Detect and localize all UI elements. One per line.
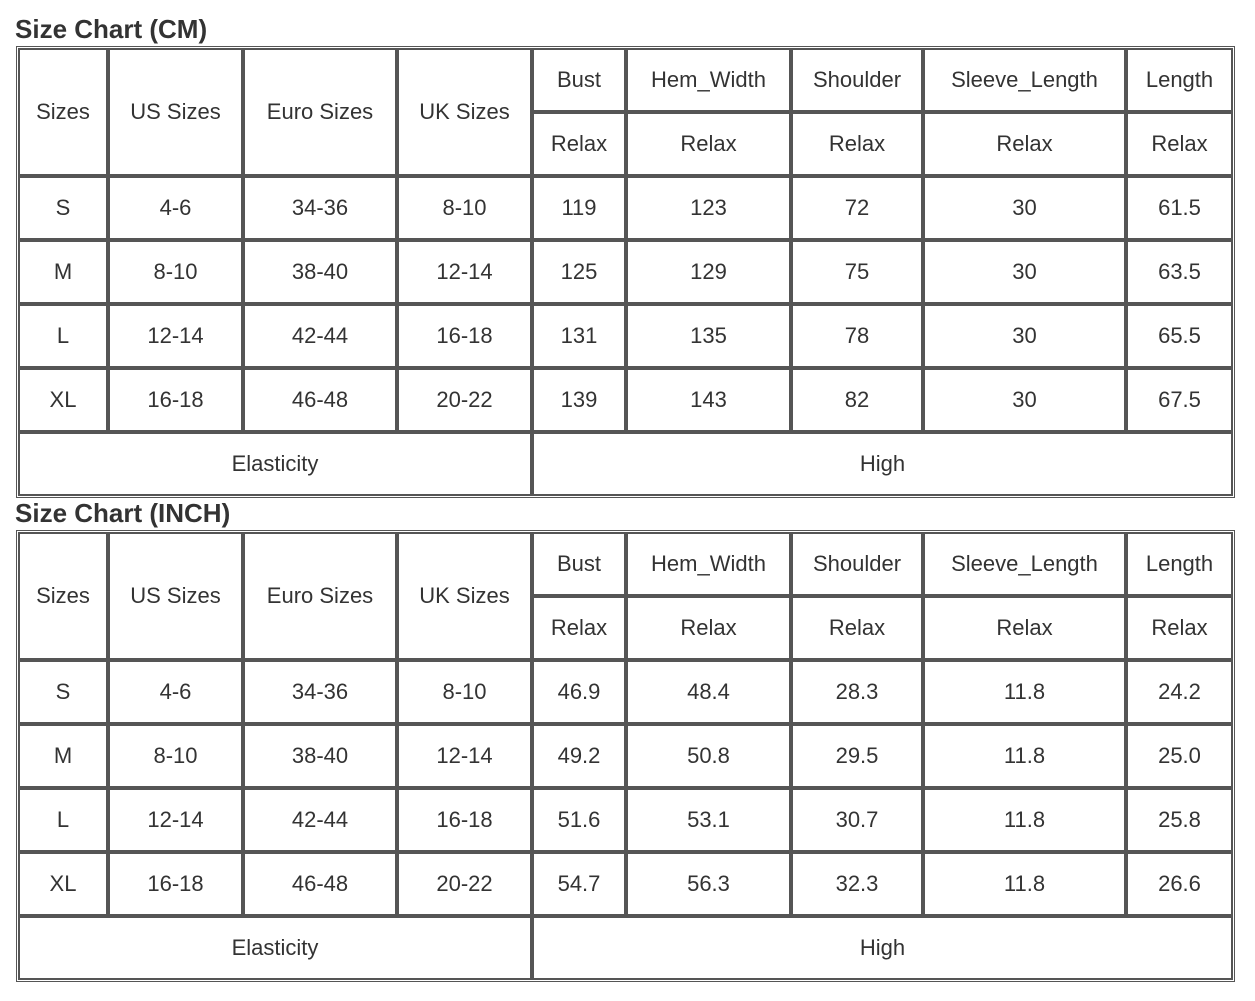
table-cell: 11.8: [924, 661, 1125, 723]
table-cell: 29.5: [792, 725, 922, 787]
table-cell: 8-10: [109, 725, 242, 787]
table-cell: 46-48: [244, 369, 396, 431]
table-cell: 30: [924, 177, 1125, 239]
table-cell: 4-6: [109, 177, 242, 239]
table-cell: 49.2: [533, 725, 625, 787]
table-cell: 53.1: [627, 789, 790, 851]
table-cell: M: [19, 241, 107, 303]
header-us-sizes: US Sizes: [109, 533, 242, 659]
table-row: [19, 177, 1232, 239]
table-cell: 28.3: [792, 661, 922, 723]
table-cell: 82: [792, 369, 922, 431]
table-cell: S: [19, 661, 107, 723]
table-cell: S: [19, 177, 107, 239]
elasticity-label: Elasticity: [19, 917, 531, 979]
subheader-relax: Relax: [792, 597, 922, 659]
table-cell: 125: [533, 241, 625, 303]
table-cell: 42-44: [244, 789, 396, 851]
table-cell: 61.5: [1127, 177, 1232, 239]
table-cell: 20-22: [398, 853, 531, 915]
table-cell: 67.5: [1127, 369, 1232, 431]
table-row: [19, 789, 1232, 851]
header-length: Length: [1127, 533, 1232, 595]
header-euro-sizes: Euro Sizes: [244, 49, 396, 175]
table-cell: 30: [924, 305, 1125, 367]
table-cell: 38-40: [244, 725, 396, 787]
size-chart-cm-title: Size Chart (CM): [15, 14, 208, 44]
size-chart-cm-table: [16, 46, 1235, 498]
table-cell: 42-44: [244, 305, 396, 367]
header-euro-sizes: Euro Sizes: [244, 533, 396, 659]
elasticity-label: Elasticity: [19, 433, 531, 495]
subheader-relax: Relax: [627, 597, 790, 659]
table-cell: 119: [533, 177, 625, 239]
size-chart-inch-table: [16, 530, 1235, 982]
table-cell: XL: [19, 853, 107, 915]
table-cell: 11.8: [924, 789, 1125, 851]
table-cell: 46.9: [533, 661, 625, 723]
header-shoulder: Shoulder: [792, 533, 922, 595]
header-sizes: Sizes: [19, 49, 107, 175]
table-cell: 48.4: [627, 661, 790, 723]
table-cell: L: [19, 305, 107, 367]
header-length: Length: [1127, 49, 1232, 111]
table-cell: 16-18: [398, 305, 531, 367]
table-cell: 65.5: [1127, 305, 1232, 367]
table-cell: 11.8: [924, 853, 1125, 915]
table-cell: 20-22: [398, 369, 531, 431]
header-uk-sizes: UK Sizes: [398, 49, 531, 175]
table-header-row: [19, 49, 1232, 111]
header-uk-sizes: UK Sizes: [398, 533, 531, 659]
size-chart-inch-title: Size Chart (INCH): [15, 498, 231, 528]
table-cell: 143: [627, 369, 790, 431]
table-cell: 72: [792, 177, 922, 239]
subheader-relax: Relax: [924, 597, 1125, 659]
table-cell: 135: [627, 305, 790, 367]
table-footer-row: [19, 917, 1232, 979]
table-cell: L: [19, 789, 107, 851]
table-row: [19, 725, 1232, 787]
header-bust: Bust: [533, 533, 625, 595]
table-cell: 123: [627, 177, 790, 239]
table-cell: 8-10: [398, 661, 531, 723]
header-us-sizes: US Sizes: [109, 49, 242, 175]
table-row: [19, 241, 1232, 303]
subheader-relax: Relax: [627, 113, 790, 175]
table-row: [19, 661, 1232, 723]
table-cell: 11.8: [924, 725, 1125, 787]
subheader-relax: Relax: [1127, 113, 1232, 175]
table-footer-row: [19, 433, 1232, 495]
table-cell: 26.6: [1127, 853, 1232, 915]
table-cell: 30.7: [792, 789, 922, 851]
table-cell: 16-18: [398, 789, 531, 851]
header-bust: Bust: [533, 49, 625, 111]
table-row: [19, 305, 1232, 367]
table-cell: 30: [924, 369, 1125, 431]
table-cell: 16-18: [109, 369, 242, 431]
table-cell: 24.2: [1127, 661, 1232, 723]
table-row: [19, 853, 1232, 915]
elasticity-value: High: [533, 433, 1232, 495]
table-cell: 78: [792, 305, 922, 367]
table-cell: 12-14: [398, 241, 531, 303]
table-cell: 63.5: [1127, 241, 1232, 303]
elasticity-value: High: [533, 917, 1232, 979]
subheader-relax: Relax: [533, 113, 625, 175]
table-cell: 30: [924, 241, 1125, 303]
table-cell: 8-10: [109, 241, 242, 303]
table-cell: 75: [792, 241, 922, 303]
table-cell: 54.7: [533, 853, 625, 915]
table-cell: 131: [533, 305, 625, 367]
table-cell: 51.6: [533, 789, 625, 851]
subheader-relax: Relax: [1127, 597, 1232, 659]
table-cell: 46-48: [244, 853, 396, 915]
table-cell: 56.3: [627, 853, 790, 915]
header-shoulder: Shoulder: [792, 49, 922, 111]
table-cell: 38-40: [244, 241, 396, 303]
table-cell: 50.8: [627, 725, 790, 787]
table-cell: XL: [19, 369, 107, 431]
table-cell: 12-14: [109, 305, 242, 367]
table-cell: 25.0: [1127, 725, 1232, 787]
header-sleeve-length: Sleeve_Length: [924, 49, 1125, 111]
table-row: [19, 369, 1232, 431]
table-cell: 25.8: [1127, 789, 1232, 851]
table-cell: 12-14: [398, 725, 531, 787]
table-cell: 34-36: [244, 177, 396, 239]
table-cell: 4-6: [109, 661, 242, 723]
subheader-relax: Relax: [792, 113, 922, 175]
header-sizes: Sizes: [19, 533, 107, 659]
subheader-relax: Relax: [924, 113, 1125, 175]
table-cell: M: [19, 725, 107, 787]
table-cell: 32.3: [792, 853, 922, 915]
table-cell: 12-14: [109, 789, 242, 851]
table-cell: 129: [627, 241, 790, 303]
subheader-relax: Relax: [533, 597, 625, 659]
header-sleeve-length: Sleeve_Length: [924, 533, 1125, 595]
table-cell: 34-36: [244, 661, 396, 723]
table-cell: 139: [533, 369, 625, 431]
header-hem-width: Hem_Width: [627, 533, 790, 595]
header-hem-width: Hem_Width: [627, 49, 790, 111]
table-cell: 16-18: [109, 853, 242, 915]
table-header-row: [19, 533, 1232, 595]
table-cell: 8-10: [398, 177, 531, 239]
